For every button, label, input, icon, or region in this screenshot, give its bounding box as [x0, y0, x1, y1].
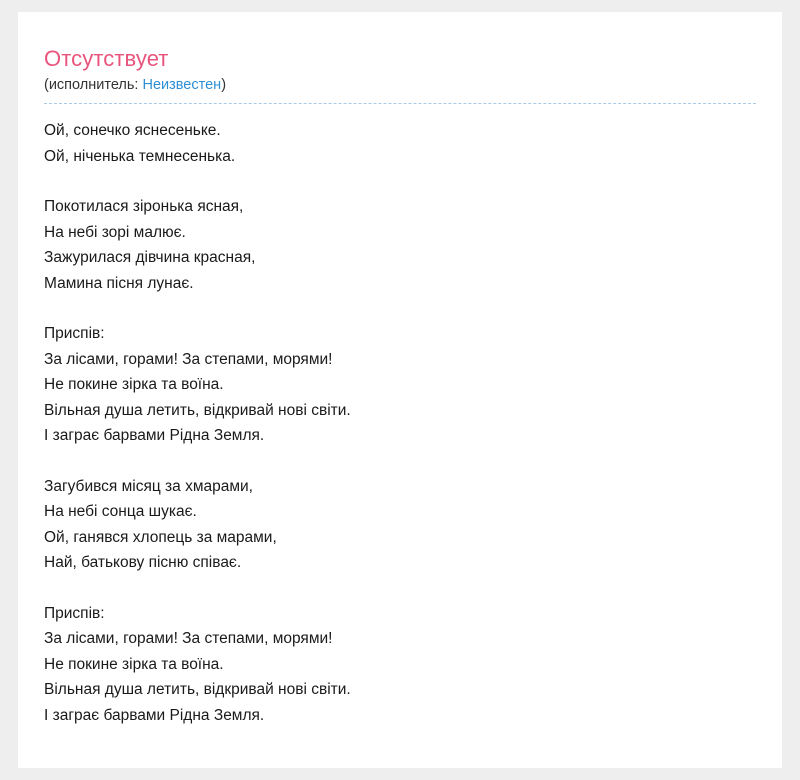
lyrics-body [44, 118, 756, 728]
lyric-line: Вільная душа летить, відкривай нові світи. [44, 681, 351, 698]
lyric-line: На небі зорі малює. [44, 223, 186, 241]
lyric-line: Ой, ганявся хлопець за марами, [44, 528, 277, 546]
lyric-line: Най, батькову пісню співає. [44, 554, 242, 571]
lyric-line: Вільная душа летить, відкривай нові світи. [44, 401, 351, 419]
lyric-line: Ой, сонечко яснесеньке. [44, 122, 221, 139]
lyric-stanza [44, 118, 756, 169]
lyric-line: Ой, ніченька темнесенька. [44, 147, 236, 165]
artist-suffix-label: ) [221, 77, 227, 93]
lyric-stanza [44, 194, 756, 296]
lyric-line: Приспів: [44, 604, 105, 622]
lyric-line: Приспів: [44, 325, 105, 342]
lyric-stanza [44, 474, 756, 576]
lyric-line: Не покине зірка та воїна. [44, 376, 224, 393]
artist-link[interactable]: Неизвестен [142, 77, 222, 93]
lyric-line: Мамина пісня лунає. [44, 274, 194, 292]
lyric-line: За лісами, горами! За степами, морями! [44, 350, 333, 368]
artist-line [44, 76, 756, 104]
lyric-stanza [44, 321, 756, 449]
lyric-line: Не покине зірка та воїна. [44, 655, 224, 673]
lyric-line: За лісами, горами! За степами, морями! [44, 630, 333, 647]
artist-prefix-label: (исполнитель: [44, 77, 143, 93]
lyric-line: І заграє барвами Рідна Земля. [44, 427, 265, 444]
lyric-stanza [44, 601, 756, 729]
lyric-line: Загубився місяц за хмарами, [44, 477, 253, 495]
lyrics-sheet [18, 12, 782, 768]
lyric-line: Зажурилася дівчина красная, [44, 249, 256, 266]
lyric-line: Покотилася зіронька ясная, [44, 198, 244, 215]
lyric-line: І заграє барвами Рідна Земля. [44, 706, 265, 724]
page-title: Отсутствует [44, 46, 169, 71]
lyric-line: На небі сонца шукає. [44, 503, 197, 520]
